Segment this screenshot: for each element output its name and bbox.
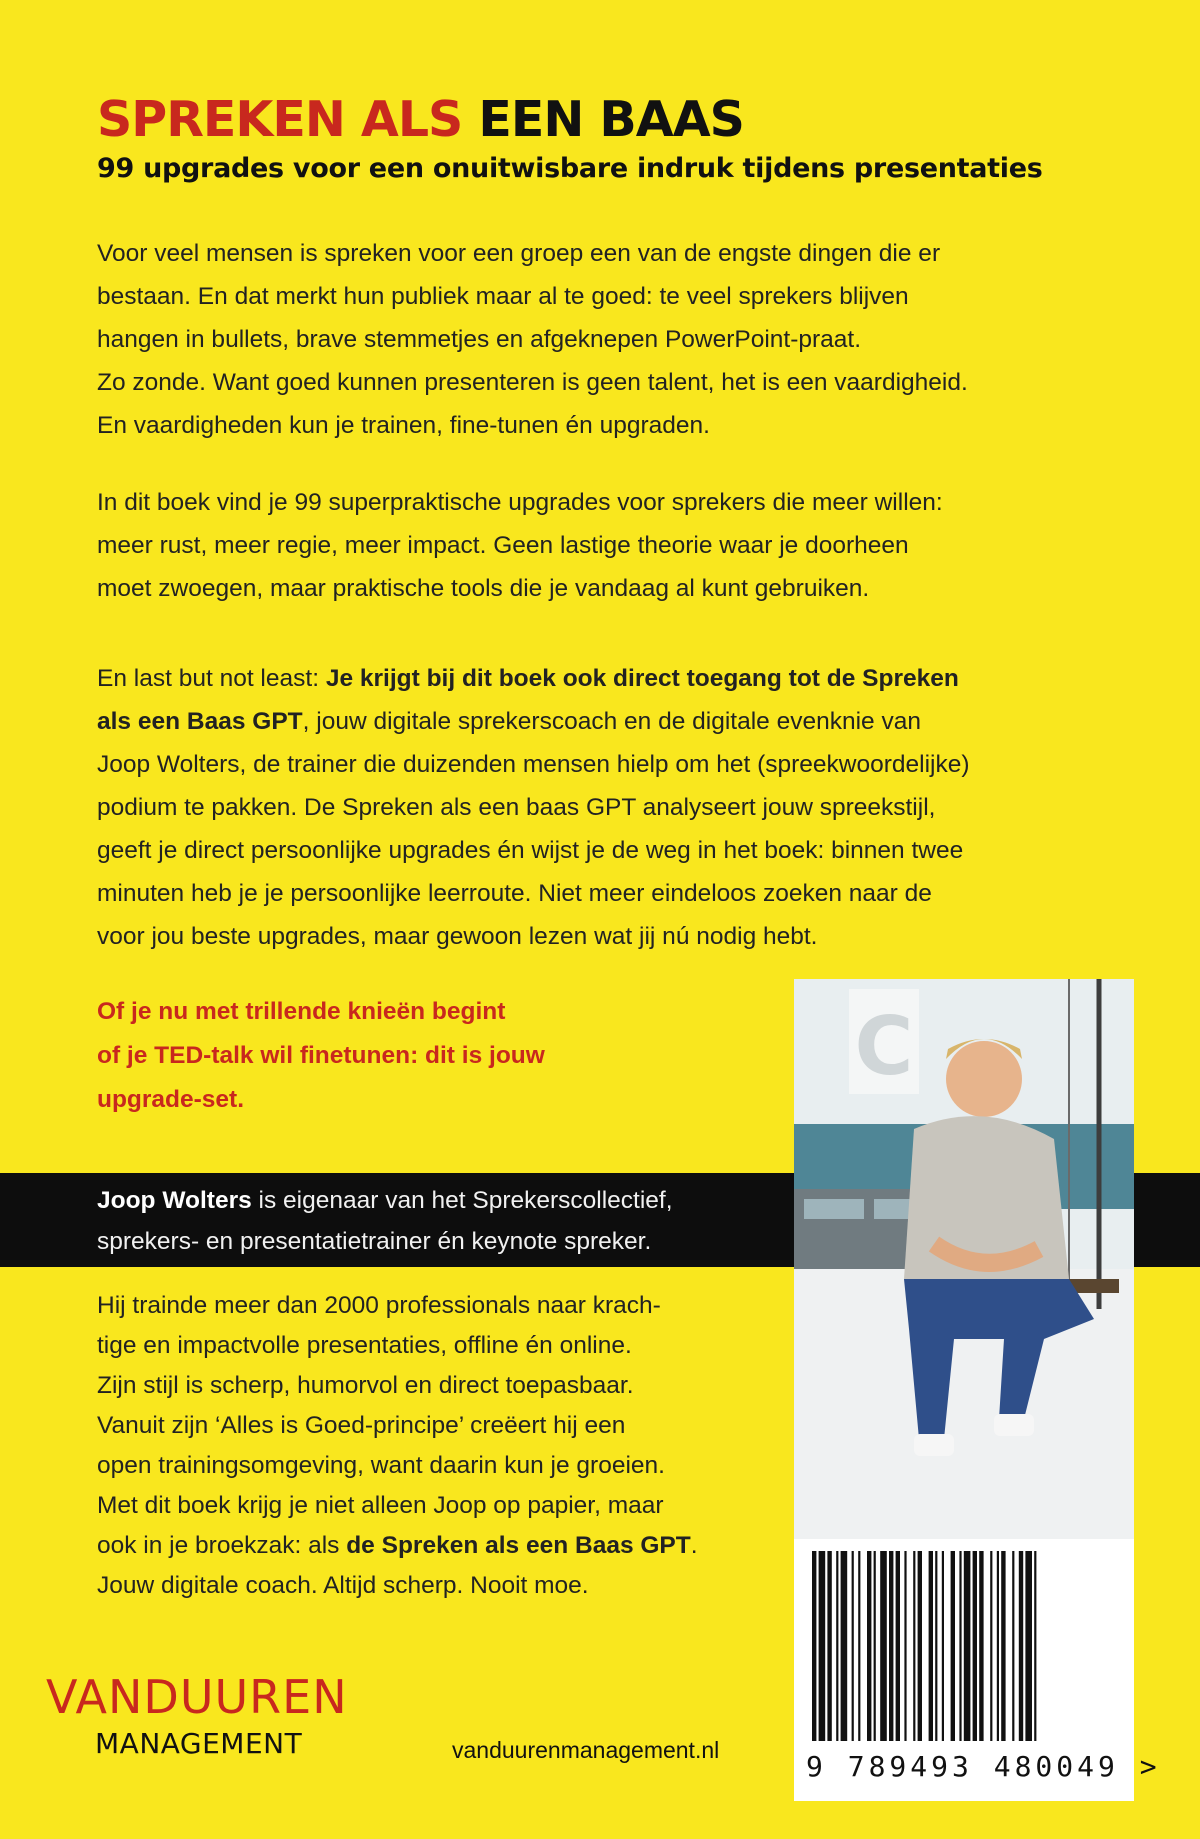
barcode-bar <box>874 1551 876 1741</box>
barcode-bar <box>1025 1551 1032 1741</box>
text-line: hangen in bullets, brave stemmetjes en afgeknepen PowerPoint-praat. <box>97 326 862 353</box>
text-span: . <box>690 1532 698 1559</box>
barcode-bar <box>896 1551 900 1741</box>
publisher-logo-top: VANDUUREN <box>46 1670 348 1724</box>
text-line: tige en impactvolle presentaties, offline én online. <box>97 1332 632 1359</box>
text-line: open trainingsomgeving, want daarin kun je groeien. <box>97 1452 665 1479</box>
text-line: Zo zonde. Want goed kunnen presenteren is geen talent, het is een vaardigheid. <box>97 369 968 396</box>
barcode-bar <box>1034 1551 1036 1741</box>
barcode-bar <box>964 1551 971 1741</box>
text-line: podium te pakken. De Spreken als een baas GPT analyseert jouw spreekstijl, <box>97 794 936 821</box>
quote-line: of je TED-talk wil finetunen: dit is jouw <box>97 1042 545 1069</box>
bold-text: Je krijgt bij dit boek ook direct toegang tot de Spreken <box>325 665 959 692</box>
text-span: is eigenaar van het Sprekerscollectief, <box>251 1187 673 1214</box>
isbn-number: 9 789493 480049 > <box>806 1750 1161 1783</box>
text-line <box>97 700 1104 743</box>
barcode-bar <box>935 1551 937 1741</box>
text-line: voor jou beste upgrades, maar gewoon lezen wat jij nú nodig hebt. <box>97 923 818 950</box>
barcode-bar <box>841 1551 848 1741</box>
barcode-bar <box>852 1551 854 1741</box>
barcode-bar <box>929 1551 933 1741</box>
text-line <box>97 1526 762 1566</box>
text-line: meer rust, meer regie, meer impact. Geen lastige theorie waar je doorheen <box>97 532 909 559</box>
text-line: sprekers- en presentatietrainer én keynote spreker. <box>97 1228 652 1255</box>
text-line: En vaardigheden kun je trainen, fine-tunen én upgraden. <box>97 412 710 439</box>
text-line: moet zwoegen, maar praktische tools die je vandaag al kunt gebruiken. <box>97 575 870 602</box>
text-span: En last but not least: <box>97 665 326 692</box>
barcode-bar <box>819 1551 826 1741</box>
barcode-bar <box>1012 1551 1014 1741</box>
barcode-bar <box>1001 1551 1005 1741</box>
highlight-quote <box>97 990 657 1122</box>
barcode-bar <box>836 1551 838 1741</box>
quote-line: Of je nu met trillende knieën begint <box>97 998 506 1025</box>
paragraph-upgrades <box>97 481 1104 610</box>
text-line: Zijn stijl is scherp, humorvol en direct toepasbaar. <box>97 1372 634 1399</box>
text-span: , jouw digitale sprekerscoach en de digitale evenknie van <box>302 708 921 735</box>
text-line: Met dit boek krijg je niet alleen Joop op papier, maar <box>97 1492 664 1519</box>
author-photo <box>794 979 1134 1539</box>
text-line: Joop Wolters, de trainer die duizenden mensen hielp om het (spreekwoordelijke) <box>97 751 970 778</box>
barcode-bar <box>918 1551 922 1741</box>
text-line <box>97 1180 762 1221</box>
text-line: geeft je direct persoonlijke upgrades én wijst je de weg in het boek: binnen twee <box>97 837 964 864</box>
barcode-bar <box>979 1551 983 1741</box>
barcode-bar <box>867 1551 871 1741</box>
text-line: bestaan. En dat merkt hun publiek maar al te goed: te veel sprekers blijven <box>97 283 909 310</box>
publisher-logo-bottom: MANAGEMENT <box>95 1727 303 1760</box>
bold-text: als een Baas GPT <box>97 708 303 735</box>
barcode-bar <box>1019 1551 1023 1741</box>
barcode-bar <box>990 1551 992 1741</box>
svg-text:C: C <box>854 1000 914 1093</box>
barcode-bar <box>812 1551 816 1741</box>
paragraph-intro <box>97 232 1104 447</box>
barcode-bar <box>827 1551 831 1741</box>
barcode-bars <box>794 1539 1134 1749</box>
text-line: Voor veel mensen is spreken voor een groep een van de engste dingen die er <box>97 240 941 267</box>
text-span: ook in je broekzak: als <box>97 1532 347 1559</box>
barcode-bar <box>858 1551 860 1741</box>
bold-text: de Spreken als een Baas GPT <box>346 1532 691 1559</box>
barcode-bar <box>913 1551 915 1741</box>
text-line: Hij trainde meer dan 2000 professionals naar krach- <box>97 1292 661 1319</box>
barcode-bar <box>942 1551 944 1741</box>
text-line: In dit boek vind je 99 superpraktische upgrades voor sprekers die meer willen: <box>97 489 943 516</box>
text-line: minuten heb je je persoonlijke leerroute. Niet meer eindeloos zoeken naar de <box>97 880 932 907</box>
publisher-url[interactable]: vanduurenmanagement.nl <box>452 1737 720 1763</box>
text-line: Jouw digitale coach. Altijd scherp. Nooit moe. <box>97 1572 589 1599</box>
title-red-part: SPREKEN ALS <box>97 91 463 148</box>
book-subtitle: 99 upgrades voor een onuitwisbare indruk tijdens presentaties <box>97 153 1043 184</box>
text-line: Vanuit zijn ‘Alles is Goed-principe’ creëert hij een <box>97 1412 626 1439</box>
text-line <box>97 657 1104 700</box>
barcode-bar <box>904 1551 906 1741</box>
barcode-bar <box>959 1551 961 1741</box>
author-name: Joop Wolters <box>97 1187 252 1214</box>
barcode-bar <box>997 1551 999 1741</box>
barcode-bar <box>880 1551 887 1741</box>
author-bio <box>97 1286 762 1606</box>
barcode-bar <box>973 1551 977 1741</box>
author-photo-illustration <box>794 979 1134 1539</box>
barcode-bar <box>951 1551 955 1741</box>
author-intro <box>97 1180 762 1262</box>
barcode-bar <box>889 1551 893 1741</box>
book-title <box>97 90 744 150</box>
paragraph-gpt <box>97 657 1104 958</box>
quote-line: upgrade-set. <box>97 1086 245 1113</box>
title-black-part: EEN BAAS <box>478 91 744 148</box>
